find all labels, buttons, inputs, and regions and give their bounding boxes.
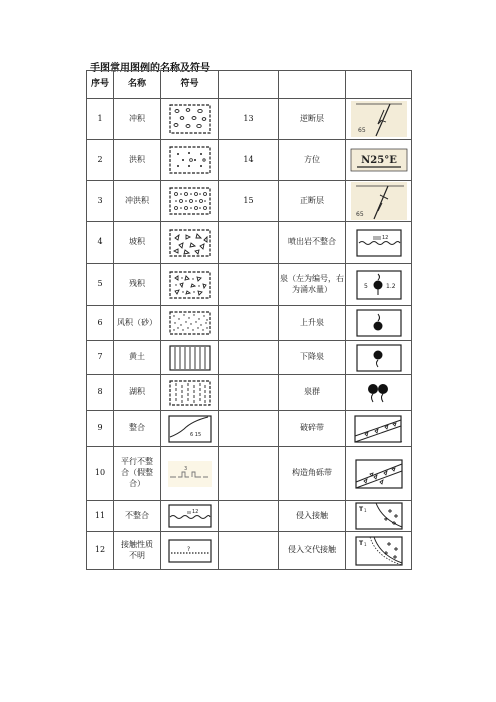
svg-text:?: ?: [186, 545, 190, 553]
reverse-fault-icon: [346, 99, 412, 140]
slope-wash-icon: [161, 222, 219, 264]
row-name: 风积（砂）: [114, 306, 161, 341]
eluvium-icon: [161, 264, 219, 306]
row-name-2: 泉群: [279, 375, 346, 411]
row-index: 10: [87, 447, 114, 501]
row-index-2: [219, 264, 279, 306]
row-name: 坡积: [114, 222, 161, 264]
volcanic-label: 12: [381, 234, 388, 241]
row-index-2: [219, 501, 279, 532]
reverse-fault-dip: 65: [357, 127, 366, 134]
table-row: [87, 181, 412, 222]
table-row: [87, 501, 412, 532]
row-index: 1: [87, 99, 114, 140]
intrusive-metasomatic-contact-icon: [346, 532, 412, 570]
row-index-2: [219, 411, 279, 447]
header-index: 序号: [87, 71, 114, 99]
document-title: 手图常用图例的名称及符号: [90, 63, 210, 74]
header-symbol: 符号: [161, 71, 219, 99]
header-row: [87, 71, 412, 99]
row-name-2: 喷出岩不整合: [279, 222, 346, 264]
row-name-2: 破碎带: [279, 411, 346, 447]
row-index-2: 15: [219, 181, 279, 222]
row-index: 7: [87, 341, 114, 375]
unconformity-label: 12: [191, 509, 198, 515]
row-index-2: [219, 306, 279, 341]
row-index-2: [219, 375, 279, 411]
legend-table: [86, 70, 412, 570]
disconformity-icon: [161, 447, 219, 501]
spring-group-icon: [346, 375, 412, 411]
descending-spring-icon: [346, 341, 412, 375]
spring-number: 5: [363, 282, 368, 290]
row-index: 5: [87, 264, 114, 306]
table-row: [87, 447, 412, 501]
fracture-zone-icon: [346, 411, 412, 447]
table-row: [87, 341, 412, 375]
row-index-2: [219, 447, 279, 501]
svg-text:.: .: [400, 437, 403, 444]
intrusive-t: T: [358, 506, 363, 513]
row-index: 9: [87, 411, 114, 447]
row-name: 冲洪积: [114, 181, 161, 222]
row-name-2: 上升泉: [279, 306, 346, 341]
conformity-icon: [161, 411, 219, 447]
metasomatic-t: T: [358, 539, 363, 547]
row-name: 平行不整合（假整合）: [114, 447, 161, 501]
row-index-2: [219, 222, 279, 264]
alluvium-icon: [161, 99, 219, 140]
row-name-2: 侵入交代接触: [279, 532, 346, 570]
header-name: 名称: [114, 71, 161, 99]
row-name: 洪积: [114, 140, 161, 181]
table-row: [87, 411, 412, 447]
tectonic-breccia-icon: [346, 447, 412, 501]
row-index: 8: [87, 375, 114, 411]
unknown-contact-icon: [161, 532, 219, 570]
row-index: 11: [87, 501, 114, 532]
spring-flow: 1.2: [385, 282, 396, 290]
row-index: 2: [87, 140, 114, 181]
header-blank-1: [219, 71, 279, 99]
normal-fault-dip: 65: [355, 211, 364, 218]
table-row: [87, 375, 412, 411]
volcanic-unconformity-icon: [346, 222, 412, 264]
header-blank-3: [346, 71, 412, 99]
table-row: [87, 99, 412, 140]
loess-icon: [161, 341, 219, 375]
table-row: [87, 222, 412, 264]
row-name: 接触性质不明: [114, 532, 161, 570]
disconformity-label: 3: [183, 465, 187, 472]
azimuth-value: N25°E: [360, 155, 397, 166]
table-row: [87, 264, 412, 306]
table-row: [87, 532, 412, 570]
table-row: [87, 306, 412, 341]
row-index: 12: [87, 532, 114, 570]
row-name: 黄土: [114, 341, 161, 375]
row-name-2: 下降泉: [279, 341, 346, 375]
row-index: 6: [87, 306, 114, 341]
row-name: 残积: [114, 264, 161, 306]
row-index-2: [219, 532, 279, 570]
alluvial-proluvial-icon: [161, 181, 219, 222]
proluvium-icon: [161, 140, 219, 181]
conformity-label: 6 15: [189, 431, 201, 438]
table-row: [87, 140, 412, 181]
intrusive-contact-icon: [346, 501, 412, 532]
row-index-2: [219, 341, 279, 375]
row-name-2: 正断层: [279, 181, 346, 222]
metasomatic-sub: 1: [363, 541, 367, 547]
aeolian-sand-icon: [161, 306, 219, 341]
normal-fault-icon: [346, 181, 412, 222]
row-name: 不整合: [114, 501, 161, 532]
row-index: 4: [87, 222, 114, 264]
row-index: 3: [87, 181, 114, 222]
row-name: 整合: [114, 411, 161, 447]
row-name: 湖积: [114, 375, 161, 411]
row-index-2: 14: [219, 140, 279, 181]
lacustrine-icon: [161, 375, 219, 411]
row-name: 冲积: [114, 99, 161, 140]
intrusive-sub: 1: [363, 508, 367, 513]
row-index-2: 13: [219, 99, 279, 140]
spring-icon: [346, 264, 412, 306]
unconformity-icon: [161, 501, 219, 532]
ascending-spring-icon: [346, 306, 412, 341]
row-name-2: 构造角砾带: [279, 447, 346, 501]
azimuth-icon: [346, 140, 412, 181]
row-name-2: 逆断层: [279, 99, 346, 140]
header-blank-2: [279, 71, 346, 99]
row-name-2: 方位: [279, 140, 346, 181]
row-name-2: 泉（左为编号，右为涌水量）: [279, 264, 346, 306]
row-name-2: 侵入接触: [279, 501, 346, 532]
